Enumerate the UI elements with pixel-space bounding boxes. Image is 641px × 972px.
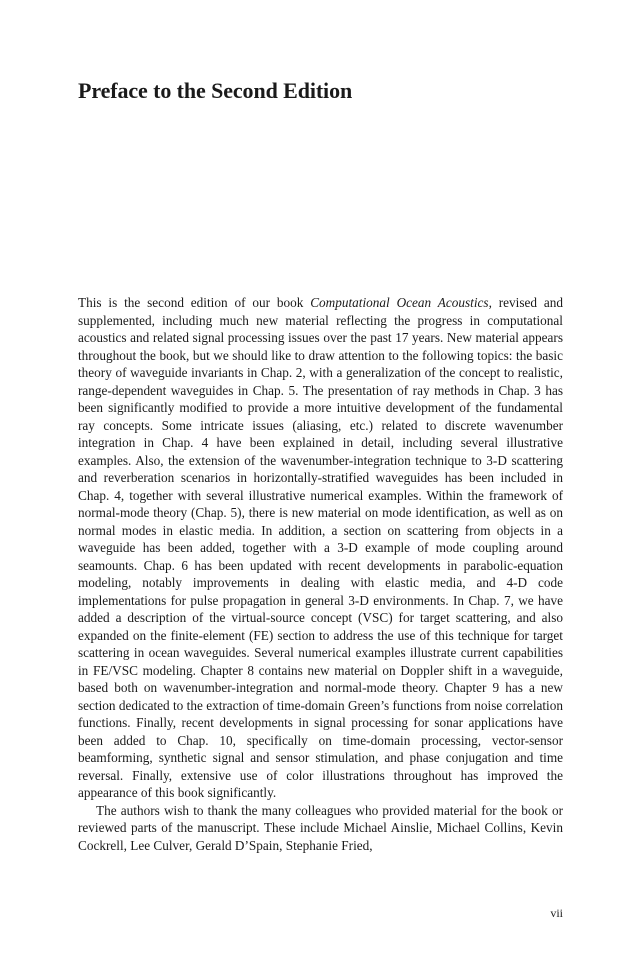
page-number: vii [550, 906, 563, 920]
paragraph-1-lead: This is the second edition of our book [78, 295, 311, 310]
chapter-title: Preface to the Second Edition [78, 78, 353, 103]
paragraph-2: The authors wish to thank the many colleagues who provided material for the book or reviewed parts of the manuscript. These include Michael Ainslie, Michael Collins, Kevin Cockrell, Lee Culver, Gerald D’Spain, Stephanie Fried, [78, 802, 563, 853]
book-title-italic: Computational Ocean Acoustics [310, 295, 489, 310]
preface-body [78, 294, 563, 854]
paragraph-1-rest: , revised and supplemented, including much new material reflecting the progress in computational acoustics and related signal processing issues over the past 17 years. New material appears throughout the book, but we should like to draw attention to the following topics: the basic theory of waveguide invariants in Chap. 2, with a generalization of the concept to realistic, range-dependent waveguides in Chap. 5. The presentation of ray methods in Chap. 3 has been significantly modified to provide a more intuitive development of the fundamental ray concepts. Some intricate issues (aliasing, etc.) related to discrete wavenumber integration in Chap. 4 have been explained in detail, including several illustrative examples. Also, the extension of the wavenumber-integration technique to 3-D scattering and reverberation scenarios in horizontally-stratified waveguides has been included in Chap. 4, together with several illustrative numerical examples. Within the framework of normal-mode theory (Chap. 5), there is new material on mode identification, as well as on normal modes in elastic media. In addition, a section on scattering from objects in a waveguide has been added, together with a 3-D example of mode coupling around seamounts. Chap. 6 has been updated with recent developments in parabolic-equation modeling, notably improvements in dealing with elastic media, and 4-D code implementations for pulse propagation in general 3-D environments. In Chap. 7, we have added a description of the virtual-source concept (VSC) for target scattering, and also expanded on the finite-element (FE) section to address the use of this technique for target scattering in ocean waveguides. Several numerical examples illustrate current capabilities in FE/VSC modeling. Chapter 8 contains new material on Doppler shift in a waveguide, based both on wavenumber-integration and normal-mode theory. Chapter 9 has a new section dedicated to the extraction of time-domain Green’s functions from noise correlation functions. Finally, recent developments in signal processing for sonar applications have been added to Chap. 10, specifically on time-domain processing, vector-sensor beamforming, synthetic signal and sensor stimulation, and phase conjugation and time reversal. Finally, extensive use of color illustrations throughout has improved the appearance of this book significantly. [78, 295, 563, 800]
paragraph-1 [78, 294, 563, 802]
